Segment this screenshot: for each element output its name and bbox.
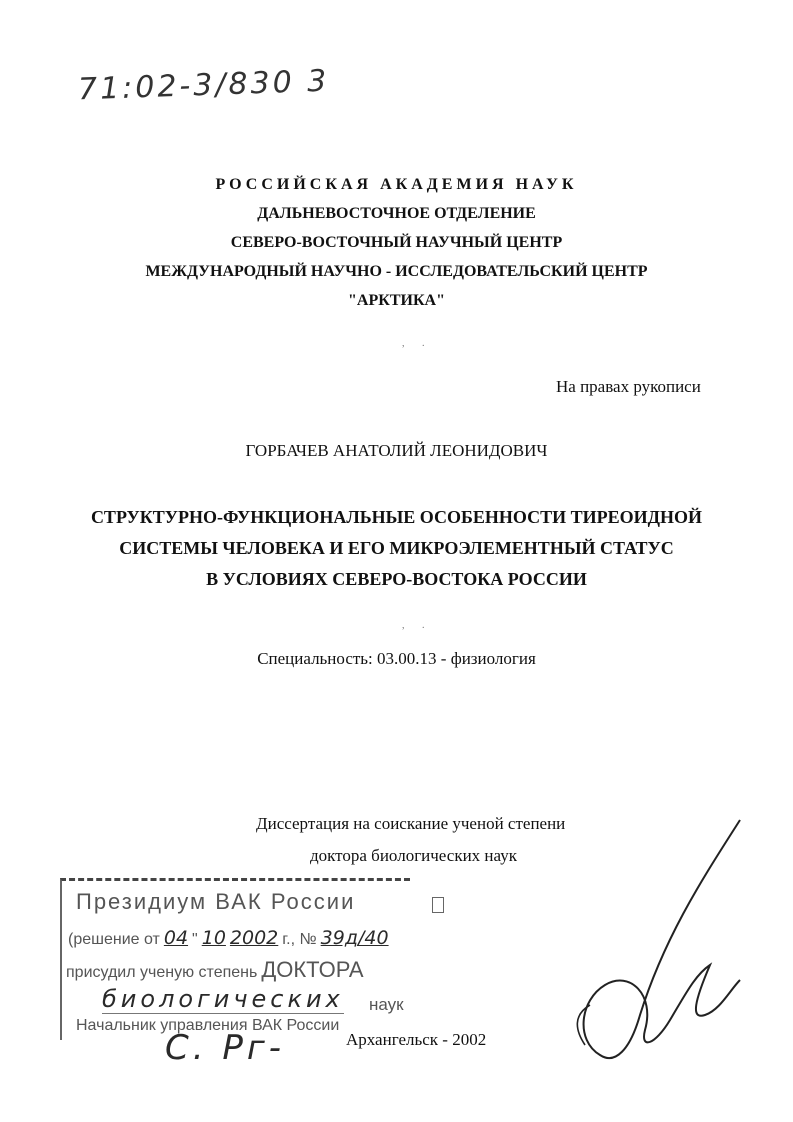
degree-line-2: доктора биологических наук	[310, 846, 517, 865]
stamp-side-mark	[432, 897, 444, 913]
stamp-chief: Начальник управления ВАК России	[76, 1017, 340, 1034]
specialty: Специальность: 03.00.13 - физиология	[257, 649, 536, 668]
stamp-awarded-degree: ДОКТОРА	[261, 957, 364, 982]
stamp-decision-day: 04	[163, 927, 189, 949]
org-academy: РОССИЙСКАЯ АКАДЕМИЯ НАУК	[215, 176, 578, 193]
org-branch: ДАЛЬНЕВОСТОЧНОЕ ОТДЕЛЕНИЕ	[257, 205, 536, 222]
stamp-quote-1: "	[192, 931, 198, 948]
stamp-decision-prefix: (решение от	[68, 931, 160, 948]
scan-dots: , .	[402, 338, 425, 349]
vak-stamp	[60, 878, 410, 1040]
stamp-awarded-prefix: присудил ученую степень	[66, 964, 258, 981]
title-line-2: СИСТЕМЫ ЧЕЛОВЕКА И ЕГО МИКРОЭЛЕМЕНТНЫЙ СТАТУС	[119, 538, 674, 558]
title-line-3: В УСЛОВИЯХ СЕВЕРО-ВОСТОКА РОССИИ	[206, 569, 587, 589]
stamp-chief-signature: С. Рг-	[165, 1028, 285, 1068]
stamp-header: Президиум ВАК России	[76, 889, 356, 914]
stamp-decision-year: 2002	[229, 927, 279, 949]
stamp-decision-mid: г., №	[282, 931, 317, 948]
stamp-field-handwritten: биологических	[102, 985, 344, 1013]
stamp-awarded	[66, 957, 364, 983]
org-arktika: "АРКТИКА"	[348, 292, 445, 309]
author-name: ГОРБАЧЕВ АНАТОЛИЙ ЛЕОНИДОВИЧ	[245, 441, 548, 460]
author-signature	[545, 815, 760, 1075]
stamp-decision-number: 39д/40	[320, 927, 389, 949]
stamp-decision-month: 10	[201, 927, 226, 949]
manuscript-note: На правах рукописи	[556, 377, 701, 396]
scan-dots-2: , .	[402, 620, 425, 631]
stamp-decision	[68, 927, 389, 949]
stamp-field-suffix: наук	[369, 995, 404, 1014]
org-center: СЕВЕРО-ВОСТОЧНЫЙ НАУЧНЫЙ ЦЕНТР	[230, 234, 563, 251]
place-year: Архангельск - 2002	[346, 1030, 487, 1049]
title-line-1: СТРУКТУРНО-ФУНКЦИОНАЛЬНЫЕ ОСОБЕННОСТИ ТИРЕОИДНОЙ	[90, 507, 703, 527]
archive-code: 71:02-3/830 3	[77, 63, 330, 108]
org-research-center: МЕЖДУНАРОДНЫЙ НАУЧНО - ИССЛЕДОВАТЕЛЬСКИЙ ЦЕНТР	[145, 263, 648, 280]
degree-line-1: Диссертация на соискание ученой степени	[256, 814, 566, 833]
